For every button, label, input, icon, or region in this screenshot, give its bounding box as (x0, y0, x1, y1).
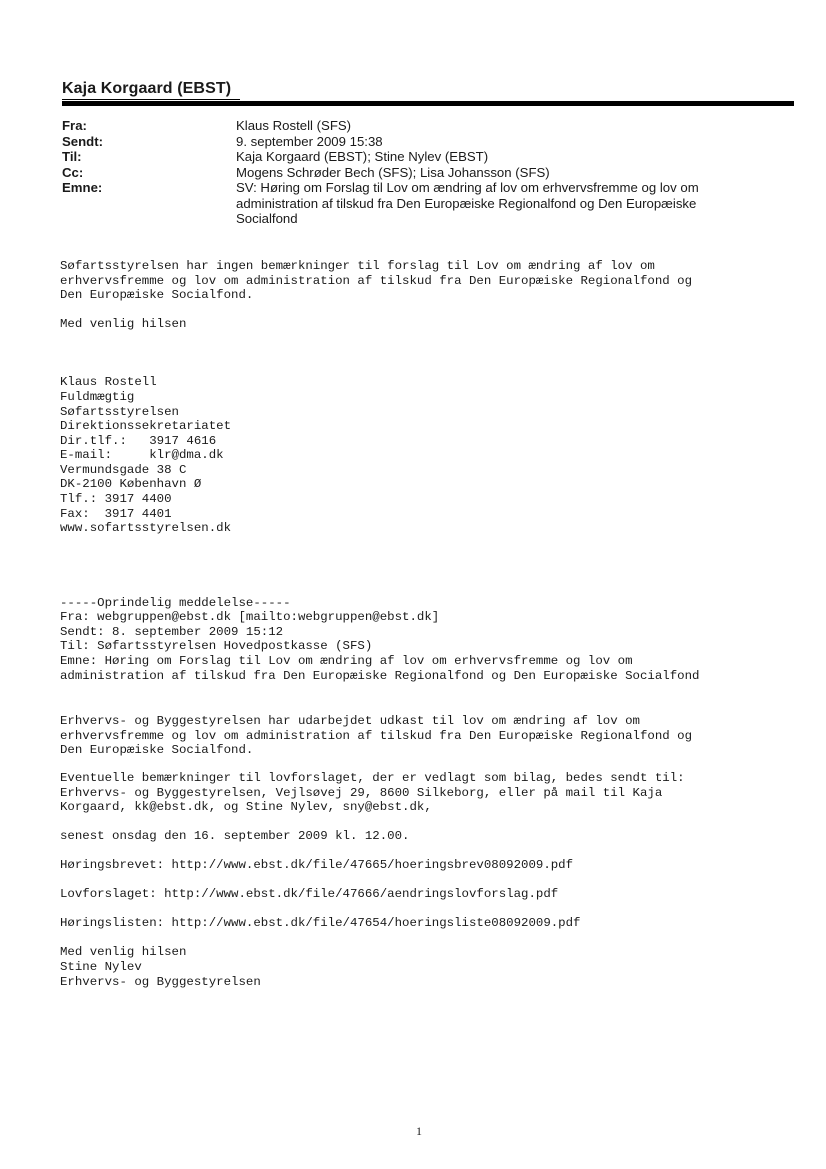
reply-body: Søfartsstyrelsen har ingen bemærkninger til forslag til Lov om ændring af lov om erhvervsfremme og lov om administration af tilskud fra Den Europæiske Regionalfond og Den Europæiske Socialfond. (60, 259, 693, 303)
original-paragraph-1: Erhvervs- og Byggestyrelsen har udarbejdet udkast til lov om ændring af lov om erhvervsfremme og lov om administration af tilskud fra Den Europæiske Regionalfond og Den Europæiske Socialfond. (60, 714, 693, 758)
cc-value: Mogens Schrøder Bech (SFS); Lisa Johansson (SFS) (236, 164, 550, 180)
original-to: Til: Søfartsstyrelsen Hovedpostkasse (SFS) (60, 639, 373, 653)
from-value: Klaus Rostell (SFS) (236, 118, 352, 133)
original-message-divider: -----Oprindelig meddelelse----- (60, 596, 291, 610)
signature-title: Fuldmægtig (60, 390, 135, 404)
page-number: 1 (416, 1124, 422, 1138)
hearing-list-link: Høringslisten: http://www.ebst.dk/file/47654/hoeringsliste08092009.pdf (60, 916, 581, 930)
subject-row (62, 180, 802, 227)
original-paragraph-2: Eventuelle bemærkninger til lovforslaget, der er vedlagt som bilag, bedes sendt til: Erhvervs- og Byggestyrelsen, Vejlsøvej 29, 8600 Silkeborg, eller på mail til Kaja Korgaard, kk@ebst.dk, og Stine Nylev, sny@ebst.dk, (60, 771, 685, 815)
bill-link: Lovforslaget: http://www.ebst.dk/file/47666/aendringslovforslag.pdf (60, 887, 559, 901)
original-from: Fra: webgruppen@ebst.dk [mailto:webgruppen@ebst.dk] (60, 610, 440, 624)
signature-street: Vermundsgade 38 C (60, 463, 187, 477)
email-header-fields (62, 118, 802, 227)
sent-row (62, 134, 802, 150)
signature-direct-phone: Dir.tlf.: 3917 4616 (60, 434, 217, 448)
signature-fax: Fax: 3917 4401 (60, 507, 172, 521)
sent-label: Sendt: (62, 133, 104, 149)
to-row (62, 149, 802, 165)
signature-dept: Direktionssekretariatet (60, 419, 232, 433)
cc-label: Cc: (62, 164, 84, 180)
original-closing: Med venlig hilsen (60, 945, 187, 959)
signature-website: www.sofartsstyrelsen.dk (60, 521, 232, 535)
signature-name: Klaus Rostell (60, 375, 157, 389)
original-sent: Sendt: 8. september 2009 15:12 (60, 625, 284, 639)
sent-value: 9. september 2009 15:38 (236, 133, 383, 149)
signature-phone: Tlf.: 3917 4400 (60, 492, 172, 506)
hearing-letter-link: Høringsbrevet: http://www.ebst.dk/file/47665/hoeringsbrev08092009.pdf (60, 858, 574, 872)
original-subject: Emne: Høring om Forslag til Lov om ændring af lov om erhvervsfremme og lov om administration af tilskud fra Den Europæiske Regionalfond og Den Europæiske Socialfond (60, 654, 700, 683)
original-deadline: senest onsdag den 16. september 2009 kl. 12.00. (60, 829, 410, 843)
signature-email: E-mail: klr@dma.dk (60, 448, 224, 462)
original-closing-org: Erhvervs- og Byggestyrelsen (60, 975, 261, 989)
reply-greeting: Med venlig hilsen (60, 317, 187, 331)
from-row (62, 118, 802, 134)
mailbox-owner-name: Kaja Korgaard (EBST) (62, 80, 232, 97)
cc-row (62, 165, 802, 181)
signature-org: Søfartsstyrelsen (60, 405, 179, 419)
original-closing-name: Stine Nylev (60, 960, 142, 974)
subject-label: Emne: (62, 180, 103, 195)
from-label: Fra: (62, 118, 87, 133)
signature-city: DK-2100 København Ø (60, 477, 202, 491)
header-underline (62, 99, 240, 100)
to-label: Til: (62, 149, 82, 164)
subject-value: SV: Høring om Forslag til Lov om ændring af lov om erhvervsfremme og lov om administration af tilskud fra Den Europæiske Regionalfond og Den Europæiske Socialfond (236, 180, 699, 226)
to-value: Kaja Korgaard (EBST); Stine Nylev (EBST) (236, 149, 489, 164)
header-rule (62, 101, 794, 106)
